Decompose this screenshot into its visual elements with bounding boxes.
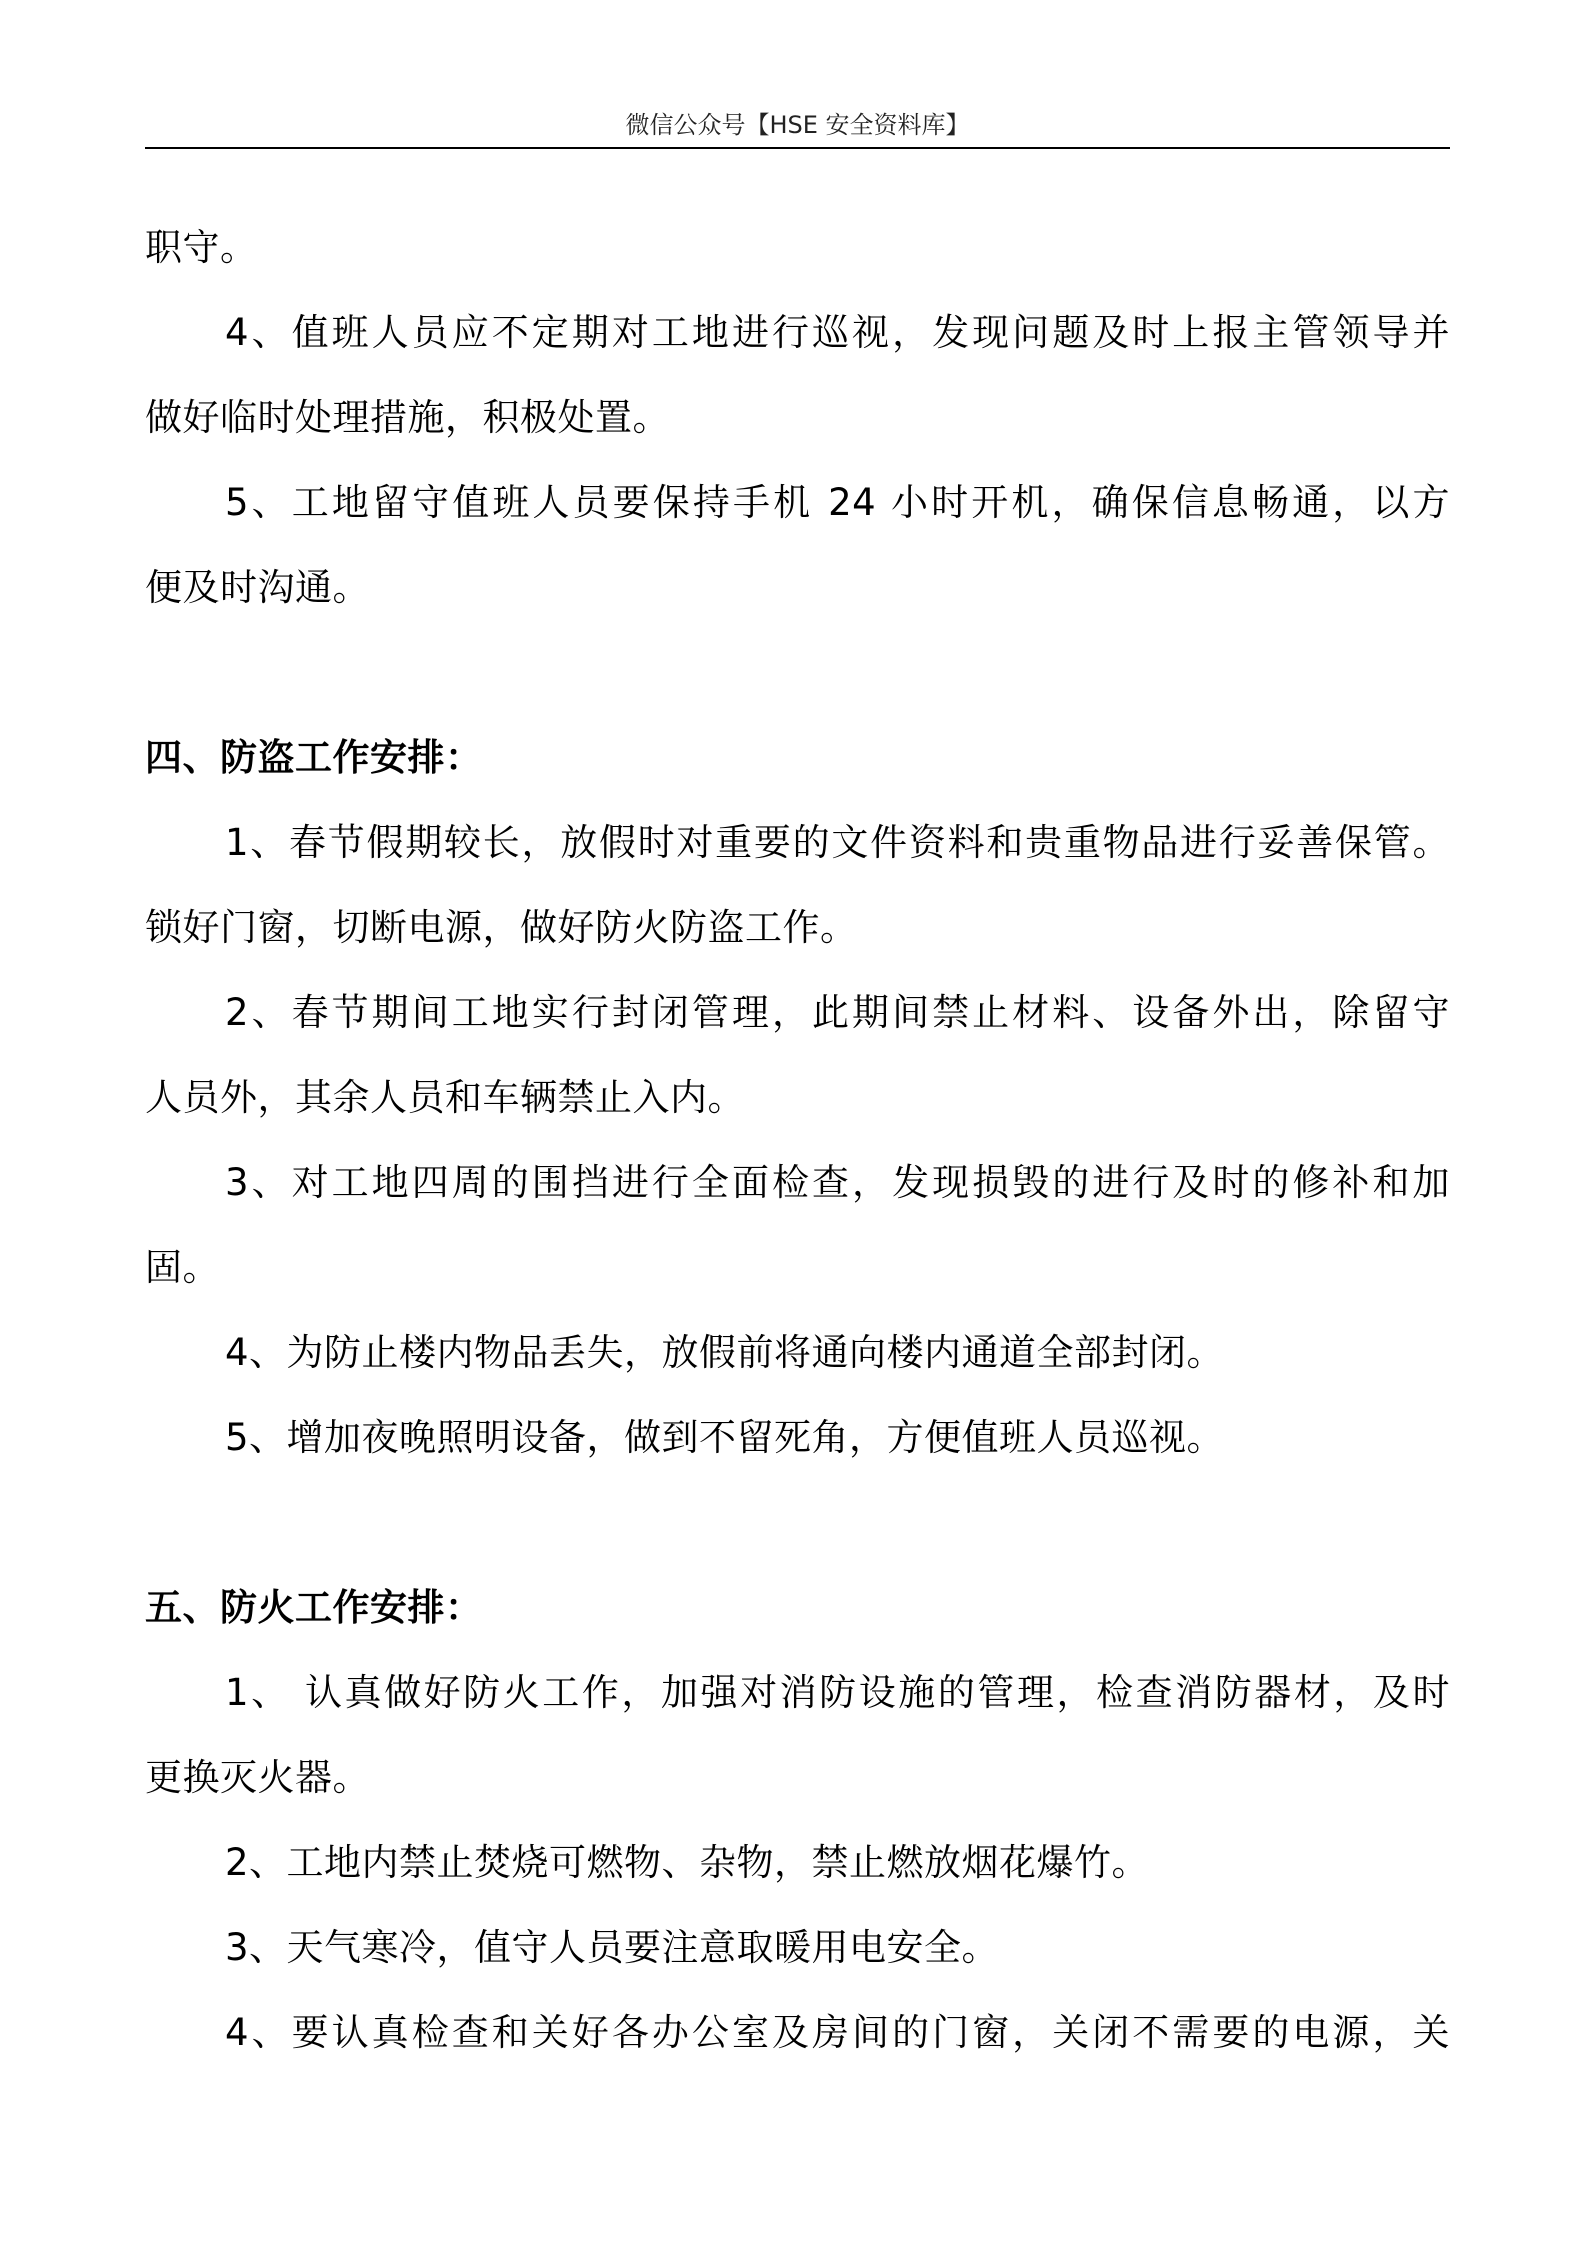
heading-text: 四、防盗工作安排： [145, 736, 483, 779]
paragraph [145, 970, 1450, 1140]
section-gap [145, 630, 1450, 715]
text-line: 3、对工地四周的围挡进行全面检查，发现损毁的进行及时的修补和加 [225, 1161, 1450, 1204]
paragraph [145, 1990, 1450, 2075]
text-line: 职守。 [145, 226, 258, 269]
text-line: 3、天气寒冷，值守人员要注意取暖用电安全。 [225, 1926, 1000, 1969]
text-line: 5、增加夜晚照明设备，做到不留死角，方便值班人员巡视。 [225, 1416, 1225, 1459]
text-line: 便及时沟通。 [145, 566, 370, 609]
text-line: 2、工地内禁止焚烧可燃物、杂物，禁止燃放烟花爆竹。 [225, 1841, 1150, 1884]
paragraph [145, 205, 1450, 290]
text-line: 4、值班人员应不定期对工地进行巡视，发现问题及时上报主管领导并 [225, 311, 1450, 354]
section-heading [145, 1565, 1450, 1650]
paragraph [145, 1650, 1450, 1820]
text-line: 1、 认真做好防火工作，加强对消防设施的管理，检查消防器材，及时 [225, 1671, 1450, 1714]
paragraph [145, 1140, 1450, 1310]
text-line: 更换灭火器。 [145, 1756, 370, 1799]
section-gap [145, 1480, 1450, 1565]
text-line: 固。 [145, 1246, 220, 1289]
text-line: 2、春节期间工地实行封闭管理，此期间禁止材料、设备外出，除留守 [225, 991, 1450, 1034]
page-header: 微信公众号【HSE 安全资料库】 [625, 111, 970, 139]
paragraph [145, 1820, 1450, 1905]
section-heading [145, 715, 1450, 800]
text-line: 4、要认真检查和关好各办公室及房间的门窗，关闭不需要的电源，关 [225, 2011, 1450, 2054]
paragraph [145, 290, 1450, 460]
paragraph [145, 460, 1450, 630]
heading-text: 五、防火工作安排： [145, 1586, 483, 1629]
header-divider [145, 147, 1450, 149]
document-body [145, 205, 1450, 2075]
text-line: 做好临时处理措施，积极处置。 [145, 396, 670, 439]
paragraph [145, 800, 1450, 970]
paragraph [145, 1905, 1450, 1990]
paragraph [145, 1310, 1450, 1395]
paragraph [145, 1395, 1450, 1480]
text-line: 人员外，其余人员和车辆禁止入内。 [145, 1076, 745, 1119]
text-line: 4、为防止楼内物品丢失，放假前将通向楼内通道全部封闭。 [225, 1331, 1225, 1374]
text-line: 5、工地留守值班人员要保持手机 24 小时开机，确保信息畅通，以方 [225, 481, 1450, 524]
text-line: 锁好门窗，切断电源，做好防火防盗工作。 [145, 906, 858, 949]
text-line: 1、春节假期较长，放假时对重要的文件资料和贵重物品进行妥善保管。 [225, 821, 1450, 864]
